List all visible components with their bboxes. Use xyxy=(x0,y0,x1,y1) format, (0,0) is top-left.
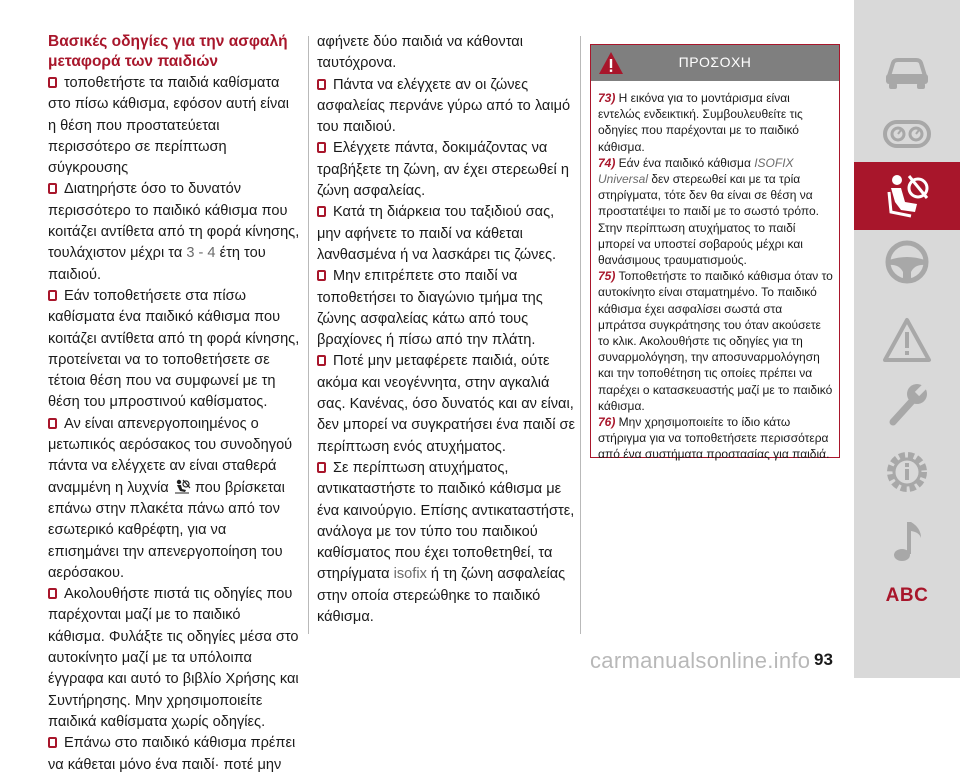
warning-triangle-icon xyxy=(881,316,933,364)
wrench-icon xyxy=(881,380,933,428)
bullet-icon xyxy=(48,737,57,748)
bullet-paragraph: Διατηρήστε όσο το δυνατόν περισσότερο το παιδικό κάθισμα που κοιτάζει αντίθετα από τη φορά κίνησης, τουλάχιστον μέχρι τα 3 - 4 έτη του παιδιού. xyxy=(48,181,300,283)
bullet-paragraph: Εάν τοποθετήσετε στα πίσω καθίσματα ένα παιδικό κάθισμα που κοιτάζει αντίθετα από τη φορά κίνησης, προτείνεται να το τοποθετήσετε σε τέτοια θέση που να συμφωνεί με τη θέση του μπροστινού καθίσματος. xyxy=(48,287,300,411)
bullet-icon xyxy=(317,462,326,473)
music-note-icon xyxy=(881,518,933,566)
bullet-paragraph: Ακολουθήστε πιστά τις οδηγίες που παρέχονται μαζί με το παιδικό κάθισμα. Φυλάξτε τις οδηγίες μέσα στο αυτοκίνητο μαζί με τα υπόλοιπα έγγραφα και αυτό το βιβλίο Χρήσης και Συντήρησης. Μην χρησιμοποιείτε παιδικά καθίσματα χωρίς οδηγίες. xyxy=(48,586,299,730)
dashboard-gauges-icon xyxy=(881,110,933,158)
bullet-paragraph: τοποθετήστε τα παιδιά καθίσματα στο πίσω κάθισμα, εφόσον αυτή είναι η θέση που προστατεύεται περισσότερο σε περίπτωση σύγκρουσης xyxy=(48,75,290,177)
warning-header xyxy=(591,45,839,81)
sidebar-item-emergency[interactable] xyxy=(854,306,960,374)
bullet-paragraph: Ποτέ μην μεταφέρετε παιδιά, ούτε ακόμα και νεογέννητα, στην αγκαλιά σας. Κανένας, όσο δυνατός και αν είναι, δεν μπορεί να συγκρατήσει ένα παιδί σε περίπτωση ενός ατυχήματος. xyxy=(317,353,576,455)
bullet-icon xyxy=(48,290,57,301)
warning-note: 74) Εάν ένα παιδικό κάθισμα ISOFIX Universal δεν στερεωθεί και με τα τρία στηρίγματα, τότε δεν θα είναι σε θέση να προστατέψει το παιδί με το σωστό τρόπο. Στην περίπτωση ατυχήματος το παιδί μπορεί να υποστεί σοβαρούς μέχρι και θανάσιμους τραυματισμούς. xyxy=(598,155,819,268)
section-heading: Βασικές οδηγίες για την ασφαλή μεταφορά των παιδιών xyxy=(48,33,288,70)
sidebar-item-safety[interactable] xyxy=(854,162,960,230)
bullet-icon xyxy=(48,588,57,599)
page-number: 93 xyxy=(814,650,833,669)
bullet-paragraph: Ελέγχετε πάντα, δοκιμάζοντας να τραβήξετε τη ζώνη, αν έχει στερεωθεί η ζώνη ασφαλείας. xyxy=(317,140,569,200)
sidebar-item-technical-data[interactable] xyxy=(854,438,960,506)
warning-note: 75) Τοποθετήστε το παιδικό κάθισμα όταν το αυτοκίνητο είναι σταματημένο. Το παιδικό κάθισμα έχει ασφαλίσει σωστά στα μπράτσα συγκράτησης του όταν ακούσετε το κλικ. Ακολουθήστε τις οδηγίες για τη συναρμολόγηση, την αποσυναρμολόγηση και την τοποθέτηση τις οποίες πρέπει να παρέχει ο κατασκευαστής μαζί με το παιδικό κάθισμα. xyxy=(598,269,833,413)
warning-note: 76) Μην χρησιμοποιείτε το ίδιο κάτω στήριγμα για να τοποθετήσετε περισσότερα από ένα συστήματα προστασίας για παιδιά. xyxy=(598,415,830,462)
sidebar-item-dashboard[interactable] xyxy=(854,100,960,168)
left-column xyxy=(48,32,300,776)
sidebar-item-index[interactable]: ABC xyxy=(885,585,929,606)
sidebar-item-driving[interactable] xyxy=(854,228,960,296)
seat-safety-airbag-icon xyxy=(881,172,933,220)
warning-body xyxy=(591,81,839,463)
warning-box xyxy=(590,44,840,462)
continued-paragraph: αφήνετε δύο παιδιά να κάθονται ταυτόχρονα. xyxy=(317,34,523,72)
column-divider xyxy=(580,36,581,634)
warning-title: ΠΡΟΣΟΧΗ xyxy=(678,54,752,70)
sidebar-item-maintenance[interactable] xyxy=(854,370,960,438)
bullet-paragraph: Κατά τη διάρκεια του ταξιδιού σας, μην αφήνετε το παιδί να κάθεται λανθασμένα ή να λασκάρει τις ζώνες. xyxy=(317,204,557,263)
bullet-icon xyxy=(317,142,326,153)
bullet-paragraph: Μην επιτρέπετε στο παιδί να τοποθετήσει το διαγώνιο τμήμα της ζώνης ασφαλείας κάτω από τους βραχίονες ή πίσω από την πλάτη. xyxy=(317,268,543,349)
bullet-paragraph: Πάντα να ελέγχετε αν οι ζώνες ασφαλείας περνάνε γύρω από το λαιμό του παιδιού. xyxy=(317,76,571,136)
car-icon xyxy=(881,46,933,94)
airbag-off-lamp-icon xyxy=(173,479,191,495)
bullet-paragraph: Επάνω στο παιδικό κάθισμα πρέπει να κάθεται μόνο ένα παιδί· ποτέ μην xyxy=(48,735,296,773)
bullet-icon xyxy=(317,355,326,366)
bullet-paragraph: Σε περίπτωση ατυχήματος, αντικαταστήστε το παιδικό κάθισμα με ένα καινούργιο. Επίσης αντικαταστήστε, ανάλογα με τον τύπο του παιδικού καθίσματος που έχει τοποθετηθεί, τα στηρίγματα isofix ή τη ζώνη ασφαλείας στην οποία στερεώθηκε το παιδικό κάθισμα. xyxy=(317,459,575,626)
middle-column xyxy=(317,32,577,628)
bullet-icon xyxy=(48,183,57,194)
chapter-sidebar xyxy=(854,0,960,678)
bullet-paragraph: Αν είναι απενεργοποιημένος ο μετωπικός αερόσακος του συνοδηγού πάντα να ελέγχετε αν είναι σταθερά αναμμένη η λυχνία που βρίσκεται επάνω στην πλακέτα πάνω από τον εσωτερικό καθρέφτη, για να επισημάνει την απενεργοποίηση του αερόσακου. xyxy=(48,415,293,581)
bullet-icon xyxy=(317,270,326,281)
gear-info-icon xyxy=(881,448,933,496)
bullet-icon xyxy=(317,206,326,217)
warning-note: 73) Η εικόνα για το μοντάρισμα είναι εντελώς ενδεικτική. Συμβουλευθείτε τις οδηγίες που παρέχονται με το παιδικό κάθισμα. xyxy=(598,91,803,154)
sidebar-item-multimedia[interactable] xyxy=(854,508,960,576)
sidebar-item-car[interactable] xyxy=(854,36,960,104)
watermark: carmanualsonline.info xyxy=(590,648,811,673)
steering-wheel-icon xyxy=(881,238,933,286)
bullet-icon xyxy=(48,77,57,88)
column-divider xyxy=(308,36,309,634)
bullet-icon xyxy=(317,79,326,90)
bullet-icon xyxy=(48,418,57,429)
